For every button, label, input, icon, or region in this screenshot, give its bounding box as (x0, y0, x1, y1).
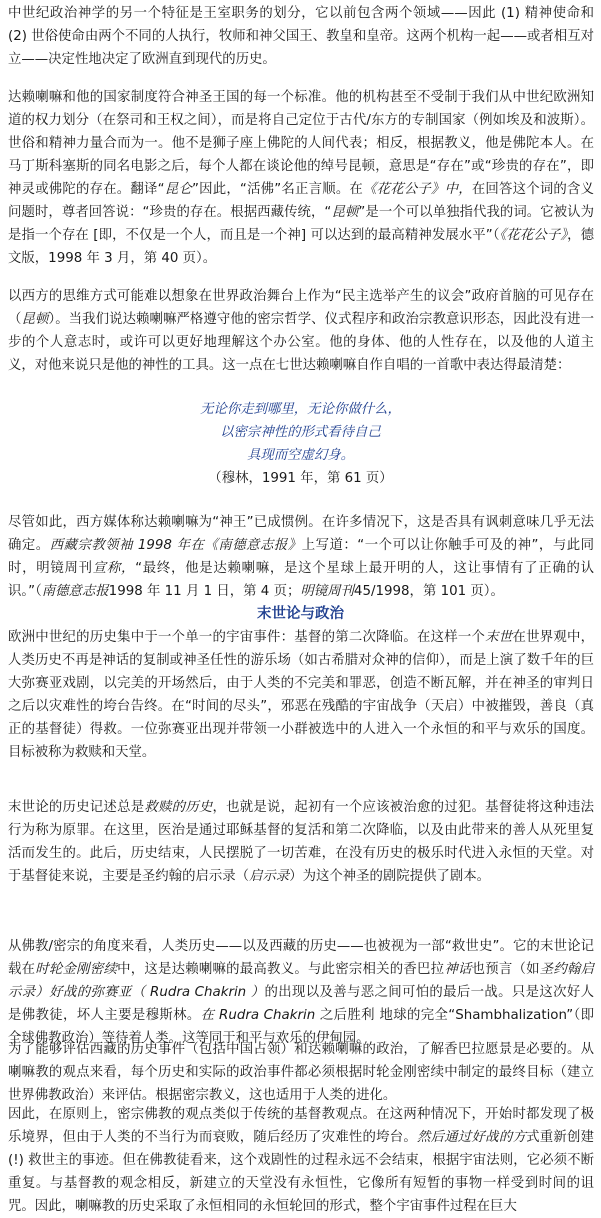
text-run: 从佛教/密宗的角度来看，人类历史——以及西藏的历史——也被视为一部“救世史”。它的末世论记载在 (8, 939, 594, 977)
italic-text: 昆顿 (21, 312, 49, 327)
italic-text: 然后通过好战的方 (417, 1130, 527, 1145)
text-run: 之后胜利 地球的完全“Shambhalization”（即全球佛教政治）等待着人类。这等同于和平与欢乐的伊甸园。 (8, 1008, 594, 1046)
italic-text: 宣称， (92, 561, 136, 576)
text-run: 中，这是达赖喇嘛的最高教义。与此密宗相关的香巴拉 (117, 962, 445, 977)
verse-line-2: 以密宗神性的形式看待自己 (220, 425, 381, 440)
italic-text: 救赎的历史 (144, 800, 213, 815)
text-run: 1998 年 11 月 1 日，第 4 页； (108, 584, 301, 599)
italic-text: 《花花公子》 (499, 228, 568, 243)
text-run: ，也就是说，起初有一个应该被治愈的过犯。基督徒将这种违法行为称为原罪。在这里，医治是通过耶稣基督的复活和第二次降临，以及由此带来的善人从死里复活而发生的。此后，历史结束，人民摆脱了一切苦难，在没有历史的极乐时代进入永恒的天堂。对于基督徒来说，主要是圣约翰的启示录（ (8, 800, 595, 884)
verse-source: （穆林，1991 年，第 61 页） (208, 471, 393, 486)
text-run: 在世界观中，人类历史不再是神话的复制或神圣任性的游乐场（如古希腊对众神的信仰），而是上演了数千年的巨大弥赛亚戏剧，以完美的开场然后，由于人类的不完美和罪恶，创造不断瓦解，并在神圣的审判日之后以灾难性的垮台告终。在“时间的尽头”，邪恶在残酷的宇宙战争（天启）中被摧毁，善良（真正的基督徒）得救。一位弥赛亚出现并带领一小群被选中的人进入一个永恒的和平与欢乐的国度。目标被称为救赎和天堂。 (8, 630, 595, 760)
text-run: 为了能够评估西藏的历史事件（包括中国占领）和达赖喇嘛的政治，了解香巴拉愿景是必要的。从喇嘛教的观点来看，每个历史和实际的政治事件都必须根据时轮金刚密续中制定的最终目标（建立世界佛教政治）来评估。根据密宗教义，这也适用于人类的进化。 (8, 1042, 594, 1103)
italic-text: 时轮金刚密续 (35, 962, 118, 977)
text-run: “最终，他是达赖喇嘛，是这个星球上最开明的人，这让事情有了正确的认识。”（ (8, 561, 595, 599)
text-run: 尽管如此，西方媒体称达赖喇嘛为“神王”已成惯例。在许多情况下，这是否具有讽刺意味几乎无法确定。 (8, 515, 594, 553)
text-run: 因此，在原则上，密宗佛教的观点类似于传统的基督教观点。在这两种情况下，开始时都发现了极乐境界，但由于人类的不当行为而衰败，随后经历了灾难性的垮台。 (8, 1107, 594, 1145)
text-run: 45/1998，第 101 页）。 (353, 584, 504, 599)
paragraph-6 (8, 796, 594, 888)
text-run: 式重新创建(!) 救世主的事迹。但在佛教徒看来，这个戏剧性的过程永远不会结束，根据宇宙法则，它必须不断重复。与基督教的观念相反，新建立的天堂没有永恒性，它像所有短暂的事物一样受到时间的诅咒。因此，喇嘛教的历史采取了永恒相同的永恒轮回的形式，整个宇宙事件过程在巨大 (8, 1130, 595, 1214)
italic-text: 启示录 (249, 869, 290, 884)
text-run: 欧洲中世纪的历史集中于一个单一的宇宙事件：基督的第二次降临。在这样一个 (8, 630, 486, 645)
text-run: 末世论的历史记述总是 (8, 800, 145, 815)
text-run: 达赖喇嘛和他的国家制度符合神圣王国的每一个标准。他的机构甚至不受制于我们从中世纪欧洲知道的权力划分（在祭司和王权之间），而是将自己定位于古代/东方的专制国家（例如埃及和波斯）。世俗和精神力量合而为一。他不是狮子座上佛陀的人间代表；相反，根据教义，他是佛陀本人。在马丁斯科塞斯的同名电影之后，每个人都在谈论他的绰号昆顿，意思是“存在”或“珍贵的存在”，即神灵或佛陀的存在。翻译“ (8, 90, 594, 197)
italic-text: 圣约翰启示录）好战的弥赛亚（ Rudra Chakrin ） (8, 962, 595, 1000)
verse-line-1: 无论你走到哪里，无论你做什么， (200, 402, 401, 417)
italic-text: 《花花公子》中， (363, 182, 472, 197)
italic-text: 神话 (444, 962, 472, 977)
paragraph-1 (8, 2, 594, 71)
paragraph-3 (8, 285, 594, 377)
text-run: ”因此，“活佛”名正言顺。在 (191, 182, 364, 197)
paragraph-8 (8, 1038, 594, 1107)
italic-text: 昆仑 (164, 182, 192, 197)
italic-text: 南德意志报 (41, 584, 109, 599)
text-run: 在回答这个词的含义问题时，尊者回答说：“珍贵的存在。根据西藏传统，“ (8, 182, 595, 220)
italic-text: 末世 (485, 630, 513, 645)
text-run: 的出现以及善与恶之间可怕的最后一战。只是这次好人是佛教徒，坏人主要是穆斯林。 (8, 985, 594, 1023)
text-run: ）为这个神圣的剧院提供了剧本。 (289, 869, 491, 884)
paragraph-9 (8, 1103, 594, 1218)
paragraph-7 (8, 935, 594, 1050)
text-run: 中世纪政治神学的另一个特征是王室职务的划分，它以前包含两个领域——因此 (1) 精神使命和 (2) 世俗使命由两个不同的人执行，牧师和神父国王、教皇和皇帝。这两个机构一起——或者相互对立——决定性地决定了欧洲直到现代的历史。 (8, 6, 594, 67)
paragraph-2 (8, 86, 594, 270)
paragraph-5 (8, 626, 594, 764)
text-run: ”是一个可以单独指代我的词。它被认为是指一个存在 [即，不仅是一个人，而且是一个神] 可以达到的最高精神发展水平”（ (8, 205, 595, 243)
verse-line-3: 具现而空虚幻身。 (246, 448, 355, 463)
section-heading: 末世论与政治 (257, 606, 344, 622)
text-run: 以西方的思维方式可能难以想象在世界政治舞台上作为“民主选举产生的议会”政府首脑的可见存在（ (8, 289, 594, 327)
text-run: 也预言（如 (471, 962, 540, 977)
italic-text: 昆顿 (331, 205, 359, 220)
text-run: ）。当我们说达赖喇嘛严格遵守他的密宗哲学、仪式程序和政治宗教意识形态，因此没有进一步的个人意志时，或许可以更好地理解这个办公室。他的身体、他的人性存在，以及他的人道主义，对他来说只是他的神性的工具。这一点在七世达赖喇嘛自作自唱的一首歌中表达得最清楚： (8, 312, 595, 373)
text-run: ，德文版，1998 年 3 月，第 40 页）。 (8, 228, 595, 266)
paragraph-4 (8, 511, 594, 603)
italic-text: 明镜周刊 (300, 584, 354, 599)
italic-text: 西藏宗教领袖 1998 年在《南德意志报》 (49, 538, 302, 553)
text-run: 上写道：“一个可以让你触手可及的神”，与此同时，明镜周刊 (8, 538, 595, 576)
italic-text: 在 Rudra Chakrin (200, 1008, 316, 1023)
verse-block (0, 398, 601, 490)
